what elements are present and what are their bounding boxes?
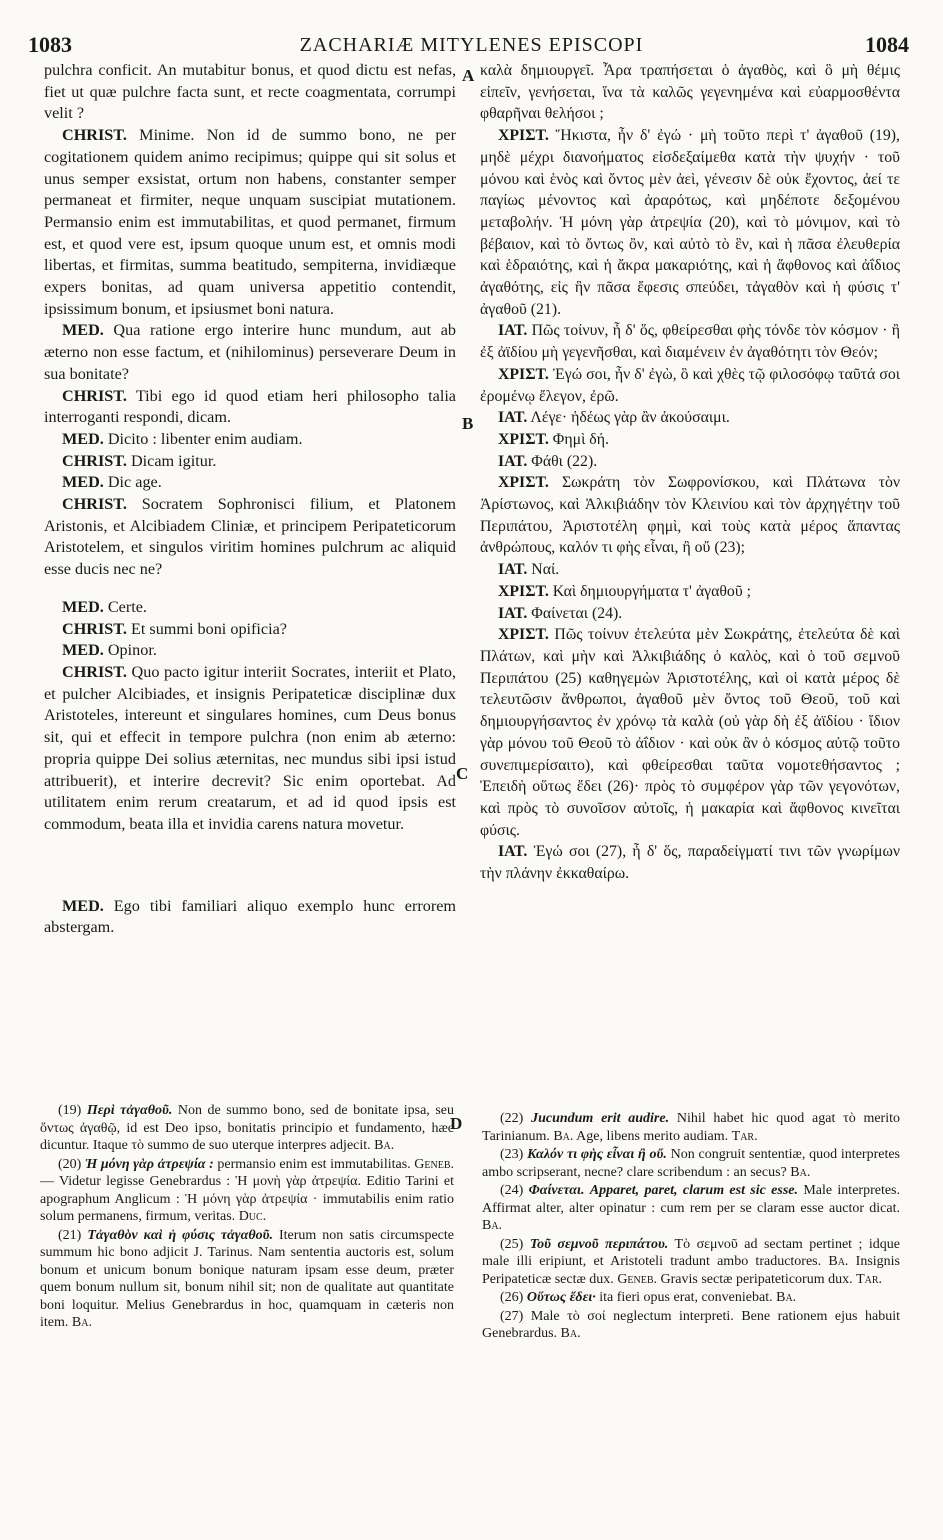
speaker-label: ΧΡΙΣΤ. bbox=[498, 582, 549, 600]
margin-marker-a: A bbox=[462, 66, 475, 85]
speaker-label: MED. bbox=[62, 321, 104, 340]
speaker-label: ΧΡΙΣΤ. bbox=[498, 474, 549, 492]
speaker-label: CHRIST. bbox=[62, 495, 127, 514]
latin-paragraph: CHRIST. Tibi ego id quod etiam heri philosopho talia interroganti respondi, dicam. bbox=[44, 386, 456, 427]
footnote: (20) Ἡ μόνη γὰρ ἀτρεψία : permansio enim est immutabilitas. Geneb. — Videtur legisse Genebrardus : Ἡ μονὴ γὰρ ἀτρεψία. Editio Tarini et apographum Anglicum : Ἡ μόνη γὰρ ἀτρεψία · immutabilis enim ratio solum permanens, firmum, veritas. Duc. bbox=[40, 1156, 455, 1224]
greek-column bbox=[480, 60, 900, 885]
latin-paragraph: MED. Opinor. bbox=[62, 641, 157, 660]
greek-paragraph: ΧΡΙΣΤ. Σωκράτη τὸν Σωφρονίσκου, καὶ Πλάτωνα τὸν Ἀρίστωνος, καὶ Ἀλκιβιάδην τὸν Κλεινίου καὶ τὸν ἀρχηγέτην τοῦ Περιπάτου, Ἀριστοτέλη φημὶ, καὶ τοὺς κατὰ μέρος ἅπαντας ἀνθρώπους, καλόν τι φὴς εἶναι, ἢ οὔ (23); bbox=[480, 474, 900, 557]
footnote: (21) Τἀγαθὸν καὶ ἡ φύσις τἀγαθοῦ. Iterum non satis circumspecte summum hic bono adjicit J. Tarinus. Nam sententia auctoris est, solum bonum et unicum bonum bonique naturam ipsam esse deum, præter quem bonum nullum sit, bonum nihil sit; non de qualitate aut quantitate boni loquitur. Melius Genebrardus in hoc, quamquam in cæteris non item. Ba. bbox=[40, 1227, 454, 1330]
speaker-label: ΙΑΤ. bbox=[498, 843, 528, 861]
footnote: (27) Male τὸ σοί neglectum interpreti. Bene rationem ejus habuit Genebrardus. Ba. bbox=[482, 1308, 900, 1341]
footnote: (26) Οὕτως ἔδει· ita fieri opus erat, conveniebat. Ba. bbox=[500, 1290, 797, 1305]
latin-paragraph: CHRIST. Dicam igitur. bbox=[62, 451, 217, 470]
speaker-label: ΙΑΤ. bbox=[498, 322, 528, 340]
speaker-label: CHRIST. bbox=[62, 126, 127, 145]
latin-paragraph: pulchra conficit. An mutabitur bonus, et quod dictu est nefas, fiet ut quæ pulchre facta sunt, et recte coagmentata, corrumpi velit ? bbox=[44, 61, 456, 123]
greek-paragraph: ΧΡΙΣΤ. Πῶς τοίνυν ἐτελεύτα μὲν Σωκράτης, ἐτελεύτα δὲ καὶ Πλάτων, καὶ μὴν καὶ Ἀλκιβιάδης ὁ καλὸς, καὶ ὁ τοῦ σεμνοῦ Περιπάτου (25) καθηγεμὼν Ἀριστοτέλης, καὶ οἱ κατὰ μέρος δὲ τελευτῶσιν ἄνθρωποι, ἀγαθοῦ μὲν ὄντος τοῦ Θεοῦ, τοῦ καὶ δημιουργήσαντος ἐν χρόνῳ τὰ καλὰ (οὐ γὰρ δὴ ἐξ ἀϊδίου · ἴδιον γὰρ μόνου τοῦ Θεοῦ τὸ ἀΐδιον · καὶ οὐκ ἂν ὁ κόσμος αὐτῷ τοῦτο συνεπιμερίσαιτο), καὶ φθείρεσθαι ταῦτα νομοτεθήσαντος ; Ἐπειδὴ οὕτως ἔδει (26)· πρὸς τὸ συμφέρον γὰρ τῶν γεγονότων, καὶ πρὸς τὸ συνοῖσον αὐτοῖς, ἡ μακαρία καὶ ἄφθονος κινεῖται φύσις. bbox=[480, 626, 900, 839]
latin-paragraph: MED. Certe. bbox=[62, 597, 147, 616]
greek-paragraph: καλὰ δημιουργεῖ. Ἆρα τραπήσεται ὁ ἀγαθὸς, καὶ ὃ μὴ θέμις εἰπεῖν, γενήσεται, ἵνα τὰ καλῶς γεγενημένα καὶ εὐαρμοσθέντα φθαρῆναι θελήσοι ; bbox=[480, 62, 900, 123]
latin-paragraph: CHRIST. Quo pacto igitur interiit Socrates, interiit et Plato, et pulcher Alcibiades, et insignis Peripateticæ disciplinæ dux Aristoteles, intereunt et singulares homines, cum Deus bonus sit, qui et effecit in tempore pulchra (non enim ab æterno: propria quippe Dei solius æternitas, nec mundus sibi ipsi istud attribuerit), et interire decrevit? Sic enim oportebat. Ad utilitatem enim rerum creatarum, et ad id quod ipsis est commodum, beata illa et invidia carens natura movetur. bbox=[44, 662, 456, 833]
latin-column bbox=[44, 60, 456, 939]
greek-paragraph: ΙΑΤ. Φαίνεται (24). bbox=[498, 604, 623, 622]
speaker-label: ΙΑΤ. bbox=[498, 561, 528, 579]
speaker-label: ΧΡΙΣΤ. bbox=[498, 127, 549, 145]
latin-paragraph: MED. Qua ratione ergo interire hunc mundum, aut ab æterno non esse factum, et (nihilominus) perseverare Deum in sua bonitate? bbox=[44, 321, 456, 383]
footnote: (19) Περὶ τἀγαθοῦ. Non de summo bono, sed de bonitate ipsa, seu ὄντως ἀγαθῷ, id est Deo ipso, bonitatis principio et fundamento, hæc dicuntur. Itaque τὸ summo de suo uterque interpres adjecit. Ba. bbox=[40, 1103, 455, 1153]
footnotes-right bbox=[482, 1110, 900, 1344]
left-page-number: 1083 bbox=[28, 32, 72, 57]
speaker-label: CHRIST. bbox=[62, 386, 127, 405]
greek-paragraph: ΙΑΤ. Πῶς τοίνυν, ἦ δ' ὅς, φθείρεσθαι φὴς τόνδε τὸν κόσμον · ἢ ἐξ ἀϊδίου μὴ γεγενῆσθαι, καὶ διαμένειν ἐν ἀγαθότητι τὸν Θεόν; bbox=[480, 322, 900, 362]
speaker-label: ΧΡΙΣΤ. bbox=[498, 365, 549, 383]
speaker-label: CHRIST. bbox=[62, 662, 127, 681]
speaker-label: MED. bbox=[62, 429, 104, 448]
speaker-label: MED. bbox=[62, 597, 104, 616]
latin-paragraph: CHRIST. Et summi boni opificia? bbox=[62, 619, 287, 638]
speaker-label: ΙΑΤ. bbox=[498, 409, 528, 427]
speaker-label: MED. bbox=[62, 473, 104, 492]
speaker-label: ΧΡΙΣΤ. bbox=[498, 430, 549, 448]
greek-paragraph: ΧΡΙΣΤ. Ἐγώ σοι, ἦν δ' ἐγὼ, ὃ καὶ χθὲς τῷ φιλοσόφῳ ταῦτά σοι ἐρομένῳ ἔλεγον, ἐρῶ. bbox=[480, 365, 900, 405]
speaker-label: MED. bbox=[62, 896, 104, 915]
latin-paragraph: MED. Dic age. bbox=[62, 473, 162, 492]
latin-paragraph: CHRIST. Socratem Sophronisci filium, et Platonem Aristonis, et Alcibiadem Cliniæ, et principem Peripateticorum Aristotelem, et singulos viritim homines pulchrum ac aliquid esse ducis nec ne? bbox=[44, 495, 456, 579]
footnote: (25) Τοῦ σεμνοῦ περιπάτου. Τὸ σεμνοῦ ad sectam pertinet ; idque male illi eripiunt, et Aristoteli tradunt ambo traductores. Ba. Insignis Peripateticæ sectæ dux. Geneb. Gravis sectæ peripateticorum dux. Tar. bbox=[482, 1236, 901, 1287]
latin-paragraph: CHRIST. Minime. Non id de summo bono, ne per cogitationem quidem animo recipimus; quippe qui sit solus et unus semper exsistat, ortum non habens, constanter semper permaneat et firmiter, neque unquam suscipiat mutationem. Permansio enim est immutabilitas, et quod permanet, firmum est, et quod vere est, ipsum quoque unum est, et omnis modi libertas, et firmitas, summa beatitudo, sempiterna, invidiæque expers bonitas, ad quam universa appetitio contendit, ipsissimum bonum, et ipsiusmet boni natura. bbox=[44, 126, 456, 318]
greek-paragraph: ΧΡΙΣΤ. Φημὶ δή. bbox=[498, 430, 609, 448]
speaker-label: ΙΑΤ. bbox=[498, 452, 528, 470]
speaker-label: MED. bbox=[62, 641, 104, 660]
margin-marker-b: B bbox=[462, 414, 474, 433]
margin-marker-d: D bbox=[450, 1114, 463, 1133]
right-page-number: 1084 bbox=[865, 32, 909, 57]
footnotes-left bbox=[40, 1102, 454, 1333]
footnote: (22) Jucundum erit audire. Nihil habet hic quod agat τὸ merito Tarinianum. Ba. Age, libens merito audiam. Tar. bbox=[482, 1111, 900, 1144]
speaker-label: ΧΡΙΣΤ. bbox=[498, 626, 549, 644]
footnote: (23) Καλόν τι φὴς εἶναι ἢ οὔ. Non congruit sententiæ, quod interpretes ambo scripserant, necne? clare scribendum : an secus? Ba. bbox=[482, 1147, 901, 1180]
speaker-label: ΙΑΤ. bbox=[498, 604, 528, 622]
latin-paragraph: MED. Dicito : libenter enim audiam. bbox=[62, 429, 303, 448]
margin-marker-c: C bbox=[456, 764, 469, 783]
greek-paragraph: ΙΑΤ. Φάθι (22). bbox=[498, 452, 598, 470]
footnote: (24) Φαίνεται. Apparet, paret, clarum est sic esse. Male interpretes. Affirmat alter, alter opinatur : cum rem per se claram esse auctor dicat. Ba. bbox=[482, 1183, 900, 1233]
greek-paragraph: ΙΑΤ. Ἐγώ σοι (27), ἦ δ' ὅς, παραδείγματί τινι τῶν γνωρίμων τὴν πλάνην ἐκκαθαίρω. bbox=[480, 843, 900, 883]
greek-paragraph: ΧΡΙΣΤ. Καὶ δημιουργήματα τ' ἀγαθοῦ ; bbox=[498, 582, 751, 600]
running-header bbox=[0, 32, 943, 62]
speaker-label: CHRIST. bbox=[62, 619, 127, 638]
greek-paragraph: ΧΡΙΣΤ. Ἥκιστα, ἦν δ' ἐγώ · μὴ τοῦτο περὶ τ' ἀγαθοῦ (19), μηδὲ μέχρι διανοήματος εἰσδεξαίμεθα κατὰ τὴν ψυχήν · τοῦ μόνου καὶ ἑνὸς καὶ ὄντος μὲν ἀεὶ, γένεσιν δὲ οὐκ ἔχοντος, ἀεί τε παγίως μένοντος καὶ ἀραρότως, καὶ μηδέποτε δεξομένου μεταβολήν. Ἡ μόνη γὰρ ἀτρεψία (20), καὶ τὸ μόνιμον, καὶ τὸ βέβαιον, καὶ τὸ ὄντως ὂν, καὶ αὐτὸ τὸ ἓν, καὶ ἡ πᾶσα ἐλευθερία καὶ ἑδραιότης, καὶ ἡ ἄκρα μακαριότης, καὶ ἡ ἄφθονος καὶ ἀΐδιος ἀγαθότης, εἰς ἣν πᾶσα ἔφεσις σπεύδει, τἀγαθὸν καὶ ἡ φύσις τ' ἀγαθοῦ (21). bbox=[480, 127, 900, 318]
speaker-label: CHRIST. bbox=[62, 451, 127, 470]
greek-paragraph: ΙΑΤ. Ναί. bbox=[498, 561, 560, 579]
latin-paragraph: MED. Ego tibi familiari aliquo exemplo hunc errorem abstergam. bbox=[44, 896, 456, 937]
running-title: ZACHARIÆ MITYLENES EPISCOPI bbox=[299, 34, 644, 56]
greek-paragraph: ΙΑΤ. Λέγε· ἡδέως γὰρ ἂν ἀκούσαιμι. bbox=[498, 409, 730, 427]
